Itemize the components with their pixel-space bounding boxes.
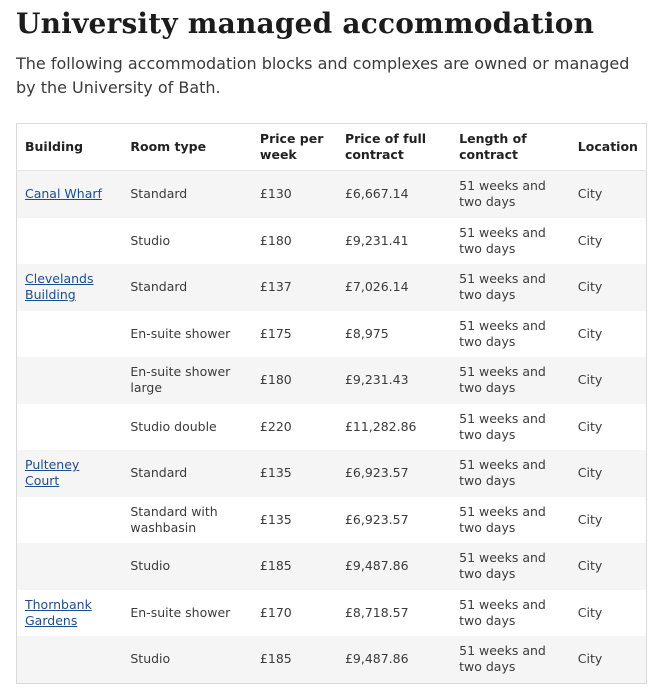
- table-row: [17, 636, 647, 683]
- location-cell: City: [577, 558, 603, 574]
- price-per-week-cell: £185: [259, 558, 292, 574]
- table-body: [17, 171, 647, 684]
- location-cell: City: [577, 279, 603, 295]
- header-length-of-contract: Length of contract: [451, 124, 570, 171]
- price-full-contract-cell: £9,487.86: [344, 558, 409, 574]
- price-per-week-cell: £180: [259, 372, 292, 388]
- building-cell: [17, 171, 123, 218]
- page-content: [0, 0, 660, 100]
- building-cell: [17, 311, 123, 358]
- price-full-contract-cell: £8,718.57: [344, 604, 409, 620]
- price-per-week-cell: £135: [259, 511, 292, 527]
- table-row: [17, 497, 647, 544]
- header-building: Building: [17, 124, 123, 171]
- page-title: University managed accommodation: [16, 7, 595, 40]
- building-cell: [17, 264, 123, 311]
- location-cell: City: [577, 372, 603, 388]
- location-cell: City: [577, 418, 603, 434]
- room-type-cell: Standard with washbasin: [130, 503, 218, 535]
- price-per-week-cell: £137: [259, 279, 292, 295]
- length-of-contract-cell: 51 weeks and two days: [459, 410, 546, 442]
- table-row: [17, 264, 647, 311]
- length-of-contract-cell: 51 weeks and two days: [459, 596, 546, 628]
- room-type-cell: Studio double: [130, 418, 217, 434]
- table-row: [17, 171, 647, 218]
- room-type-cell: En-suite shower: [130, 604, 231, 620]
- price-full-contract-cell: £9,231.43: [344, 372, 409, 388]
- building-link[interactable]: Pulteney Court: [25, 457, 80, 489]
- table-row: [17, 404, 647, 451]
- building-cell: [17, 218, 123, 265]
- building-cell: [17, 636, 123, 683]
- room-type-cell: Standard: [130, 465, 188, 481]
- header-location: Location: [570, 124, 647, 171]
- length-of-contract-cell: 51 weeks and two days: [459, 457, 546, 489]
- room-type-cell: Studio: [130, 558, 171, 574]
- price-per-week-cell: £130: [259, 186, 292, 202]
- price-full-contract-cell: £6,667.14: [344, 186, 409, 202]
- location-cell: City: [577, 511, 603, 527]
- table-row: [17, 590, 647, 637]
- room-type-cell: Standard: [130, 186, 188, 202]
- price-full-contract-cell: £6,923.57: [344, 465, 409, 481]
- building-cell: [17, 497, 123, 544]
- price-per-week-cell: £180: [259, 232, 292, 248]
- table-row: [17, 218, 647, 265]
- price-per-week-cell: £170: [259, 604, 292, 620]
- table-row: [17, 357, 647, 404]
- table-row: [17, 311, 647, 358]
- header-price-full-contract: Price of full contract: [337, 124, 451, 171]
- room-type-cell: En-suite shower: [130, 325, 231, 341]
- price-full-contract-cell: £8,975: [344, 325, 389, 341]
- length-of-contract-cell: 51 weeks and two days: [459, 643, 546, 675]
- location-cell: City: [577, 325, 603, 341]
- building-cell: [17, 543, 123, 590]
- length-of-contract-cell: 51 weeks and two days: [459, 271, 546, 303]
- price-per-week-cell: £220: [259, 418, 292, 434]
- price-full-contract-cell: £9,231.41: [344, 232, 409, 248]
- length-of-contract-cell: 51 weeks and two days: [459, 317, 546, 349]
- building-cell: [17, 357, 123, 404]
- location-cell: City: [577, 604, 603, 620]
- location-cell: City: [577, 186, 603, 202]
- price-full-contract-cell: £9,487.86: [344, 651, 409, 667]
- header-price-per-week: Price per week: [252, 124, 337, 171]
- price-full-contract-cell: £7,026.14: [344, 279, 409, 295]
- intro-paragraph: The following accommodation blocks and complexes are owned or managed by the University of Bath.: [16, 54, 630, 97]
- price-per-week-cell: £175: [259, 325, 292, 341]
- room-type-cell: Studio: [130, 651, 171, 667]
- price-full-contract-cell: £6,923.57: [344, 511, 409, 527]
- room-type-cell: En-suite shower large: [130, 364, 231, 396]
- building-link[interactable]: Thornbank Gardens: [25, 596, 92, 628]
- length-of-contract-cell: 51 weeks and two days: [459, 224, 546, 256]
- price-per-week-cell: £185: [259, 651, 292, 667]
- room-type-cell: Studio: [130, 232, 171, 248]
- length-of-contract-cell: 51 weeks and two days: [459, 178, 546, 210]
- location-cell: City: [577, 651, 603, 667]
- length-of-contract-cell: 51 weeks and two days: [459, 364, 546, 396]
- price-full-contract-cell: £11,282.86: [344, 418, 417, 434]
- building-cell: [17, 450, 123, 497]
- building-cell: [17, 590, 123, 637]
- table-row: [17, 543, 647, 590]
- length-of-contract-cell: 51 weeks and two days: [459, 550, 546, 582]
- header-room-type: Room type: [122, 124, 252, 171]
- building-cell: [17, 404, 123, 451]
- location-cell: City: [577, 465, 603, 481]
- room-type-cell: Standard: [130, 279, 188, 295]
- building-link[interactable]: Clevelands Building: [25, 271, 94, 303]
- location-cell: City: [577, 232, 603, 248]
- accommodation-table: [16, 123, 647, 684]
- table-row: [17, 450, 647, 497]
- table-header-row: [17, 124, 647, 171]
- length-of-contract-cell: 51 weeks and two days: [459, 503, 546, 535]
- building-link[interactable]: Canal Wharf: [25, 186, 102, 202]
- price-per-week-cell: £135: [259, 465, 292, 481]
